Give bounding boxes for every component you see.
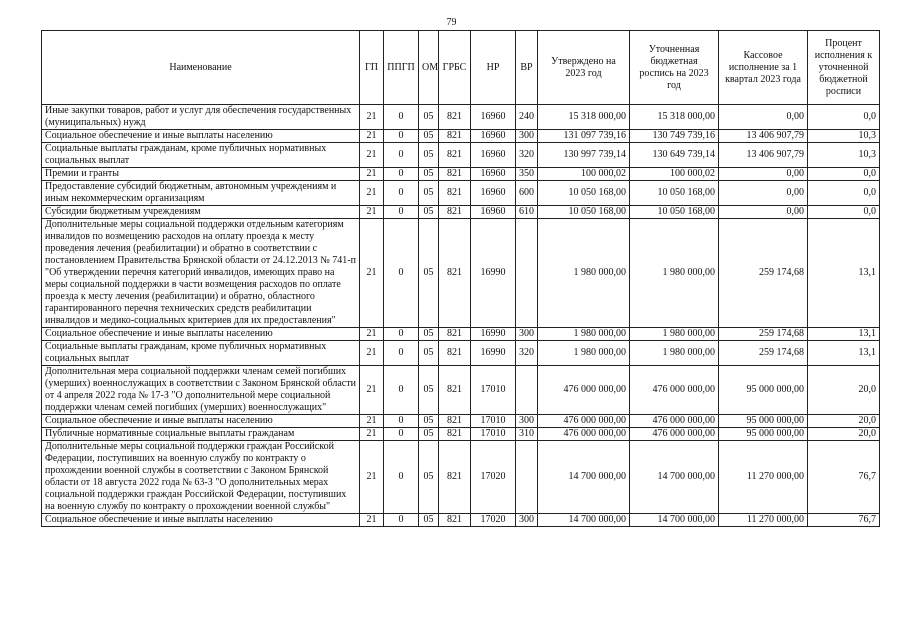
row-percent-cell: 0,0 bbox=[808, 105, 880, 130]
header-refined: Уточненная бюджетная роспись на 2023 год bbox=[630, 31, 719, 105]
table-row bbox=[42, 206, 880, 219]
row-vr-cell: 600 bbox=[516, 181, 538, 206]
row-om-cell: 05 bbox=[419, 415, 439, 428]
row-vr-cell: 300 bbox=[516, 415, 538, 428]
row-gp-cell: 21 bbox=[360, 143, 384, 168]
table-row bbox=[42, 130, 880, 143]
row-percent-cell: 13,1 bbox=[808, 341, 880, 366]
row-percent-cell: 0,0 bbox=[808, 168, 880, 181]
row-refined-cell: 1 980 000,00 bbox=[630, 341, 719, 366]
row-name-cell: Социальное обеспечение и иные выплаты населению bbox=[42, 130, 360, 143]
row-gp-cell: 21 bbox=[360, 415, 384, 428]
header-ppgp: ППГП bbox=[384, 31, 419, 105]
row-np-cell: 17010 bbox=[471, 415, 516, 428]
row-vr-cell: 320 bbox=[516, 341, 538, 366]
row-gp-cell: 21 bbox=[360, 366, 384, 415]
row-vr-cell: 610 bbox=[516, 206, 538, 219]
row-vr-cell: 300 bbox=[516, 130, 538, 143]
row-approved-cell: 14 700 000,00 bbox=[538, 441, 630, 514]
row-np-cell: 17010 bbox=[471, 428, 516, 441]
table-row bbox=[42, 366, 880, 415]
row-refined-cell: 476 000 000,00 bbox=[630, 415, 719, 428]
table-row bbox=[42, 428, 880, 441]
row-grbs-cell: 821 bbox=[439, 181, 471, 206]
row-percent-cell: 76,7 bbox=[808, 514, 880, 527]
page-number: 79 bbox=[446, 17, 457, 28]
table-row bbox=[42, 143, 880, 168]
row-refined-cell: 10 050 168,00 bbox=[630, 206, 719, 219]
row-grbs-cell: 821 bbox=[439, 168, 471, 181]
row-approved-cell: 476 000 000,00 bbox=[538, 428, 630, 441]
row-vr-cell: 320 bbox=[516, 143, 538, 168]
row-grbs-cell: 821 bbox=[439, 328, 471, 341]
row-percent-cell: 0,0 bbox=[808, 181, 880, 206]
row-ppgp-cell: 0 bbox=[384, 143, 419, 168]
row-approved-cell: 10 050 168,00 bbox=[538, 206, 630, 219]
row-grbs-cell: 821 bbox=[439, 366, 471, 415]
row-gp-cell: 21 bbox=[360, 514, 384, 527]
row-approved-cell: 1 980 000,00 bbox=[538, 328, 630, 341]
row-name-cell: Публичные нормативные социальные выплаты гражданам bbox=[42, 428, 360, 441]
row-refined-cell: 15 318 000,00 bbox=[630, 105, 719, 130]
row-np-cell: 16960 bbox=[471, 143, 516, 168]
row-cash-cell: 95 000 000,00 bbox=[719, 428, 808, 441]
row-cash-cell: 95 000 000,00 bbox=[719, 415, 808, 428]
row-grbs-cell: 821 bbox=[439, 441, 471, 514]
header-vr: ВР bbox=[516, 31, 538, 105]
row-percent-cell: 10,3 bbox=[808, 130, 880, 143]
table-row bbox=[42, 328, 880, 341]
row-np-cell: 16990 bbox=[471, 219, 516, 328]
row-cash-cell: 13 406 907,79 bbox=[719, 143, 808, 168]
row-vr-cell bbox=[516, 219, 538, 328]
row-om-cell: 05 bbox=[419, 143, 439, 168]
row-approved-cell: 100 000,02 bbox=[538, 168, 630, 181]
row-name-cell: Социальное обеспечение и иные выплаты населению bbox=[42, 328, 360, 341]
row-gp-cell: 21 bbox=[360, 168, 384, 181]
row-grbs-cell: 821 bbox=[439, 143, 471, 168]
row-vr-cell: 350 bbox=[516, 168, 538, 181]
table-row bbox=[42, 168, 880, 181]
header-name: Наименование bbox=[42, 31, 360, 105]
table-row bbox=[42, 219, 880, 328]
table-row bbox=[42, 105, 880, 130]
row-gp-cell: 21 bbox=[360, 428, 384, 441]
row-np-cell: 16960 bbox=[471, 181, 516, 206]
row-ppgp-cell: 0 bbox=[384, 341, 419, 366]
row-cash-cell: 11 270 000,00 bbox=[719, 441, 808, 514]
row-gp-cell: 21 bbox=[360, 441, 384, 514]
row-om-cell: 05 bbox=[419, 366, 439, 415]
row-ppgp-cell: 0 bbox=[384, 441, 419, 514]
row-percent-cell: 0,0 bbox=[808, 206, 880, 219]
row-refined-cell: 100 000,02 bbox=[630, 168, 719, 181]
row-approved-cell: 1 980 000,00 bbox=[538, 219, 630, 328]
row-cash-cell: 0,00 bbox=[719, 105, 808, 130]
row-percent-cell: 20,0 bbox=[808, 366, 880, 415]
row-approved-cell: 1 980 000,00 bbox=[538, 341, 630, 366]
row-percent-cell: 20,0 bbox=[808, 428, 880, 441]
table-header-row bbox=[42, 31, 880, 105]
row-approved-cell: 15 318 000,00 bbox=[538, 105, 630, 130]
row-np-cell: 17010 bbox=[471, 366, 516, 415]
row-refined-cell: 1 980 000,00 bbox=[630, 328, 719, 341]
row-vr-cell: 300 bbox=[516, 328, 538, 341]
row-cash-cell: 13 406 907,79 bbox=[719, 130, 808, 143]
row-ppgp-cell: 0 bbox=[384, 130, 419, 143]
table-row bbox=[42, 441, 880, 514]
row-grbs-cell: 821 bbox=[439, 428, 471, 441]
row-gp-cell: 21 bbox=[360, 328, 384, 341]
row-om-cell: 05 bbox=[419, 105, 439, 130]
table-row bbox=[42, 341, 880, 366]
table-row bbox=[42, 181, 880, 206]
row-name-cell: Дополнительные меры социальной поддержки отдельным категориям инвалидов по возмещению расходов на оплату проезда к месту проведения лечения (реабилитации) и обратно в соответствии с постановлением Правительства Брянской области от 24.12.2013 № 741-п "Об утверждении перечня категорий инвалидов, имеющих право на меры социальной поддержки в части возмещения расходов по оплате проезда к месту лечения (реабилитации) и обратно, областного гарантированного перечня технических средств реабилитации инвалидов и медико-социальных критериев для их предоставления" bbox=[42, 219, 360, 328]
row-refined-cell: 14 700 000,00 bbox=[630, 514, 719, 527]
row-cash-cell: 0,00 bbox=[719, 181, 808, 206]
row-ppgp-cell: 0 bbox=[384, 206, 419, 219]
row-percent-cell: 13,1 bbox=[808, 219, 880, 328]
row-np-cell: 16960 bbox=[471, 105, 516, 130]
row-ppgp-cell: 0 bbox=[384, 181, 419, 206]
table-row bbox=[42, 415, 880, 428]
row-grbs-cell: 821 bbox=[439, 415, 471, 428]
row-percent-cell: 76,7 bbox=[808, 441, 880, 514]
header-cash: Кассовое исполнение за 1 квартал 2023 года bbox=[719, 31, 808, 105]
row-cash-cell: 0,00 bbox=[719, 206, 808, 219]
row-np-cell: 16990 bbox=[471, 341, 516, 366]
row-om-cell: 05 bbox=[419, 219, 439, 328]
row-ppgp-cell: 0 bbox=[384, 428, 419, 441]
row-grbs-cell: 821 bbox=[439, 105, 471, 130]
row-approved-cell: 10 050 168,00 bbox=[538, 181, 630, 206]
row-approved-cell: 131 097 739,16 bbox=[538, 130, 630, 143]
row-om-cell: 05 bbox=[419, 168, 439, 181]
row-refined-cell: 130 649 739,14 bbox=[630, 143, 719, 168]
header-om: ОМ bbox=[419, 31, 439, 105]
row-om-cell: 05 bbox=[419, 181, 439, 206]
row-cash-cell: 95 000 000,00 bbox=[719, 366, 808, 415]
header-gp: ГП bbox=[360, 31, 384, 105]
row-ppgp-cell: 0 bbox=[384, 328, 419, 341]
row-grbs-cell: 821 bbox=[439, 219, 471, 328]
row-name-cell: Социальные выплаты гражданам, кроме публичных нормативных социальных выплат bbox=[42, 341, 360, 366]
row-grbs-cell: 821 bbox=[439, 130, 471, 143]
row-name-cell: Социальное обеспечение и иные выплаты населению bbox=[42, 415, 360, 428]
row-name-cell: Социальные выплаты гражданам, кроме публичных нормативных социальных выплат bbox=[42, 143, 360, 168]
row-refined-cell: 1 980 000,00 bbox=[630, 219, 719, 328]
row-gp-cell: 21 bbox=[360, 341, 384, 366]
row-ppgp-cell: 0 bbox=[384, 514, 419, 527]
row-om-cell: 05 bbox=[419, 206, 439, 219]
row-name-cell: Дополнительные меры социальной поддержки граждан Российской Федерации, поступивших на военную службу по контракту о прохождении военной службы в соответствии с Законом Брянской области от 18 августа 2022 года № 63-З "О дополнительных мерах социальной поддержки граждан Российской Федерации, поступивших на военную службу по контракту о прохождении военной службы" bbox=[42, 441, 360, 514]
row-name-cell: Премии и гранты bbox=[42, 168, 360, 181]
budget-table bbox=[41, 30, 880, 527]
row-np-cell: 16990 bbox=[471, 328, 516, 341]
row-refined-cell: 14 700 000,00 bbox=[630, 441, 719, 514]
row-grbs-cell: 821 bbox=[439, 514, 471, 527]
row-om-cell: 05 bbox=[419, 328, 439, 341]
row-approved-cell: 14 700 000,00 bbox=[538, 514, 630, 527]
row-name-cell: Социальное обеспечение и иные выплаты населению bbox=[42, 514, 360, 527]
row-np-cell: 16960 bbox=[471, 206, 516, 219]
row-vr-cell bbox=[516, 366, 538, 415]
row-percent-cell: 13,1 bbox=[808, 328, 880, 341]
row-name-cell: Иные закупки товаров, работ и услуг для обеспечения государственных (муниципальных) нужд bbox=[42, 105, 360, 130]
row-om-cell: 05 bbox=[419, 130, 439, 143]
row-refined-cell: 130 749 739,16 bbox=[630, 130, 719, 143]
row-gp-cell: 21 bbox=[360, 181, 384, 206]
row-om-cell: 05 bbox=[419, 514, 439, 527]
row-name-cell: Предоставление субсидий бюджетным, автономным учреждениям и иным некоммерческим организациям bbox=[42, 181, 360, 206]
row-np-cell: 17020 bbox=[471, 441, 516, 514]
row-gp-cell: 21 bbox=[360, 219, 384, 328]
row-np-cell: 16960 bbox=[471, 130, 516, 143]
row-om-cell: 05 bbox=[419, 441, 439, 514]
row-om-cell: 05 bbox=[419, 341, 439, 366]
row-approved-cell: 476 000 000,00 bbox=[538, 366, 630, 415]
row-grbs-cell: 821 bbox=[439, 341, 471, 366]
row-percent-cell: 20,0 bbox=[808, 415, 880, 428]
header-approved: Утверждено на 2023 год bbox=[538, 31, 630, 105]
row-gp-cell: 21 bbox=[360, 206, 384, 219]
row-refined-cell: 476 000 000,00 bbox=[630, 428, 719, 441]
row-gp-cell: 21 bbox=[360, 105, 384, 130]
row-ppgp-cell: 0 bbox=[384, 105, 419, 130]
row-cash-cell: 259 174,68 bbox=[719, 219, 808, 328]
row-vr-cell: 300 bbox=[516, 514, 538, 527]
row-approved-cell: 130 997 739,14 bbox=[538, 143, 630, 168]
row-grbs-cell: 821 bbox=[439, 206, 471, 219]
row-cash-cell: 0,00 bbox=[719, 168, 808, 181]
row-ppgp-cell: 0 bbox=[384, 219, 419, 328]
row-np-cell: 17020 bbox=[471, 514, 516, 527]
row-name-cell: Дополнительная мера социальной поддержки членам семей погибших (умерших) военнослужащих в соответствии с Законом Брянской области от 4 апреля 2022 года № 17-З "О дополнительной мере социальной поддержки членам семей погибших (умерших) военнослужащих" bbox=[42, 366, 360, 415]
row-cash-cell: 259 174,68 bbox=[719, 341, 808, 366]
row-vr-cell bbox=[516, 441, 538, 514]
header-np: НР bbox=[471, 31, 516, 105]
row-vr-cell: 240 bbox=[516, 105, 538, 130]
row-ppgp-cell: 0 bbox=[384, 415, 419, 428]
row-refined-cell: 10 050 168,00 bbox=[630, 181, 719, 206]
row-ppgp-cell: 0 bbox=[384, 168, 419, 181]
row-cash-cell: 259 174,68 bbox=[719, 328, 808, 341]
header-grbs: ГРБС bbox=[439, 31, 471, 105]
row-om-cell: 05 bbox=[419, 428, 439, 441]
row-np-cell: 16960 bbox=[471, 168, 516, 181]
row-vr-cell: 310 bbox=[516, 428, 538, 441]
header-percent: Процент исполнения к уточненной бюджетной росписи bbox=[808, 31, 880, 105]
table-row bbox=[42, 514, 880, 527]
row-name-cell: Субсидии бюджетным учреждениям bbox=[42, 206, 360, 219]
row-ppgp-cell: 0 bbox=[384, 366, 419, 415]
row-cash-cell: 11 270 000,00 bbox=[719, 514, 808, 527]
row-refined-cell: 476 000 000,00 bbox=[630, 366, 719, 415]
row-percent-cell: 10,3 bbox=[808, 143, 880, 168]
row-approved-cell: 476 000 000,00 bbox=[538, 415, 630, 428]
row-gp-cell: 21 bbox=[360, 130, 384, 143]
